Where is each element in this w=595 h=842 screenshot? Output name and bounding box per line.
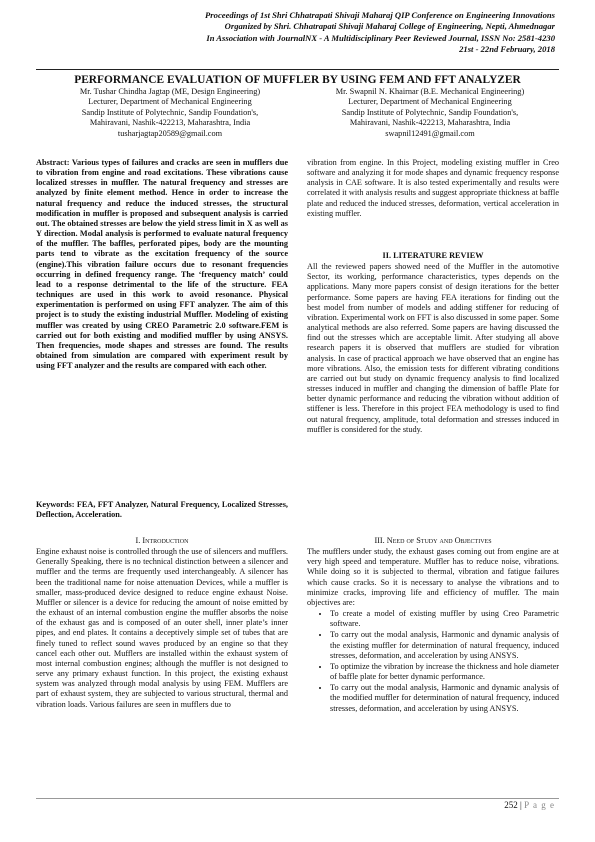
header-line-3: In Association with JournalNX - A Multidisciplinary Peer Reviewed Journal, ISSN No: 2581-4230	[206, 32, 555, 43]
author-institute: Sandip Institute of Polytechnic, Sandip Foundation's,	[341, 107, 519, 117]
author-address: Mahiravani, Nashik-422213, Maharashtra, India	[349, 118, 511, 128]
author-block-1	[40, 87, 300, 139]
author-position: Lecturer, Department of Mechanical Engineering	[348, 97, 512, 107]
author-name: Mr. Swapnil N. Khairnar (B.E. Mechanical Engineering)	[335, 87, 525, 96]
author-position: Lecturer, Department of Mechanical Engineering	[88, 97, 252, 107]
keywords	[36, 500, 288, 520]
author-name: Mr. Tushar Chindha Jagtap (ME, Design Engineering)	[79, 87, 261, 96]
section-literature-review	[307, 251, 559, 435]
section-introduction	[36, 536, 288, 710]
section-heading: III. Need of Study and Objectives	[374, 536, 492, 545]
header-line-1: Proceedings of 1st Shri Chhatrapati Shivaji Maharaj QIP Conference on Engineering Innovations	[205, 10, 555, 20]
list-item: • To create a model of existing muffler by using Creo Parametric software.	[330, 609, 559, 629]
section-heading: I. Introduction	[135, 536, 189, 545]
footer-rule	[36, 798, 559, 799]
page-number-value: 252	[504, 800, 518, 810]
objectives-list	[307, 609, 559, 714]
paper-title: PERFORMANCE EVALUATION OF MUFFLER BY USING FEM AND FFT ANALYZER	[74, 74, 521, 86]
section-body: Engine exhaust noise is controlled through the use of silencers and mufflers. Generally Speaking, there is no technical distinction between a silencer and muffler and the terms are frequently used interchangeably. A silencer has been the traditional name for noise attenuation Devices, while a muffler is smaller, mass-produced device designed to reduce engine exhaust Noise. Muffler or silencer is a device for reducing the amount of noise emitted by the exhaust of an internal combustion engine the muffler absorbs the noise of the exhaust gas and is composed of an outer shell, inner plate’s inner pipes, and end plates. It contains a deceptively simple set of tubes that are finely tuned to reflect sound waves produced by an engine so that they cancel each other out. Mufflers are installed within the exhaust system of most internal combustion engines; although the muffler is not designed to serve any primary exhaust function. In this project, the existing exhaust system was analyzed through modal analysis by using FEM. Mufflers are part of exhaust system, they are subjected to various structural, thermal and vibration loads. Various failures are seen in mufflers due to	[36, 547, 288, 709]
page-separator: |	[517, 800, 525, 810]
section-body: vibration from engine. In this Project, modeling existing muffler in Creo software and analyzing it for mode shapes and dynamic frequency response analysis in CAE software. It is also tested experimentally and results were correlated it with analysis results and suggest appropriate thickness at baffle plate and reduced the induced stresses, deformation, vertical acceleration in existing muffler.	[307, 158, 559, 218]
conference-header	[40, 10, 555, 56]
page-number	[504, 800, 555, 810]
list-item: • To carry out the modal analysis, Harmonic and dynamic analysis of the existing muffler for determination of natural frequency, induced stresses, deformation, and acceleration by using ANSYS.	[330, 630, 559, 660]
author-address: Mahiravani, Nashik-422213, Maharashtra, India	[89, 118, 251, 128]
list-item: • To carry out the modal analysis, Harmonic and dynamic analysis of the modified muffler for determination of natural frequency, induced stresses, deformation, and acceleration by using ANSYS.	[330, 683, 559, 713]
author-block-2	[300, 87, 560, 139]
section-body: The mufflers under study, the exhaust gases coming out from engine are at very high speed and temperature. Muffler has to reduce noise, vibrations. While doing so it is subjected to thermal, vibration and fatigue failures which cause cracks. So it is necessary to analyse the vibrations and to minimize cracks, improving life and efficiency of muffler. The main objectives are:	[307, 547, 559, 607]
header-rule	[36, 69, 559, 70]
author-email[interactable]: tusharjagtap20589@gmail.com	[117, 128, 223, 138]
section-need-of-study	[307, 536, 559, 715]
header-line-4: 21st - 22nd February, 2018	[459, 44, 555, 55]
author-institute: Sandip Institute of Polytechnic, Sandip Foundation's,	[81, 107, 259, 117]
list-item: • To optimize the vibration by increase the thickness and hole diameter of baffle plate for better dynamic performance.	[330, 662, 559, 682]
section-body: All the reviewed papers showed need of the Muffler in the automotive Sector, its working, performance characteristics, types depends on the applications. Many more papers consist of design iterations for the better performance. Some papers are having FEA iterations for finding out the best model from number of models and adding stiffener for reducing of vibration. Experimental work on FFT is also discussed in some paper. Some analytical methods are also referred. Some papers are having discussed the find out the stresses which are acceptable limit. After studying all above research papers it is observed that mufflers are studied for vibration analysis. In case of practical approach we have observed that an engine has more vibrations. Also, the emission tests for different vibrating conditions are carried out but study on dynamic frequency analysis to find localized stresses induced in muffler and changing the dimension of baffle Plate for better dynamic performance and reducing the vibration without addition of stiffener is less. Therefore in this project FEA methodology is used to find out natural frequency, amplitude, total deformation and stresses induced in muffler is considered for the study.	[307, 262, 559, 434]
author-email[interactable]: swapnil12491@gmail.com	[385, 128, 475, 138]
abstract-text: Abstract: Various types of failures and cracks are seen in mufflers due to vibration from engine and road excitations. These vibrations cause localized stresses in muffler. The natural frequency and stresses are analyzed by finite element method. Hence in order to increase the natural frequency and reduce the induced stresses, the structural modification in muffler is proposed and subsequent analysis is carried out. The obtained stresses are below the yield stress limit in X as well as Y direction. Modal analysis is performed to evaluate natural frequency of the muffler. The baffles, perforated pipes, body are the mounting parts tend to vibrate as the excitation frequency of the source (engine).This vibration failure occurs due to resonant frequencies occurring in defined frequency range. The ‘frequency match’ could lead to a response detrimental to the life of the structure. FEA techniques are used in this work to avoid resonance. Physical experimentation is performed on using FFT analyzer. The aim of this project is to study the existing industrial Muffler. Modeling of existing muffler was created by using CREO Parametric 2.0 software.FEM is carried out for both existing and modified muffler by using ANSYS. Then frequencies, mode shapes and stresses are found. The results obtained from simulation are compared with experiment result by using FFT analyzer and the results are compared with each other.	[36, 158, 288, 371]
keywords-text: Keywords: FEA, FFT Analyzer, Natural Frequency, Localized Stresses, Deflection, Acceleration.	[36, 500, 288, 520]
header-line-2: Organized by Shri. Chhatrapati Shivaji Maharaj College of Engineering, Nepti, Ahmednagar	[224, 21, 555, 32]
page-label: P a g e	[524, 800, 555, 810]
section-heading: II. LITERATURE REVIEW	[382, 251, 484, 260]
intro-continued	[307, 158, 559, 219]
abstract	[36, 158, 288, 371]
